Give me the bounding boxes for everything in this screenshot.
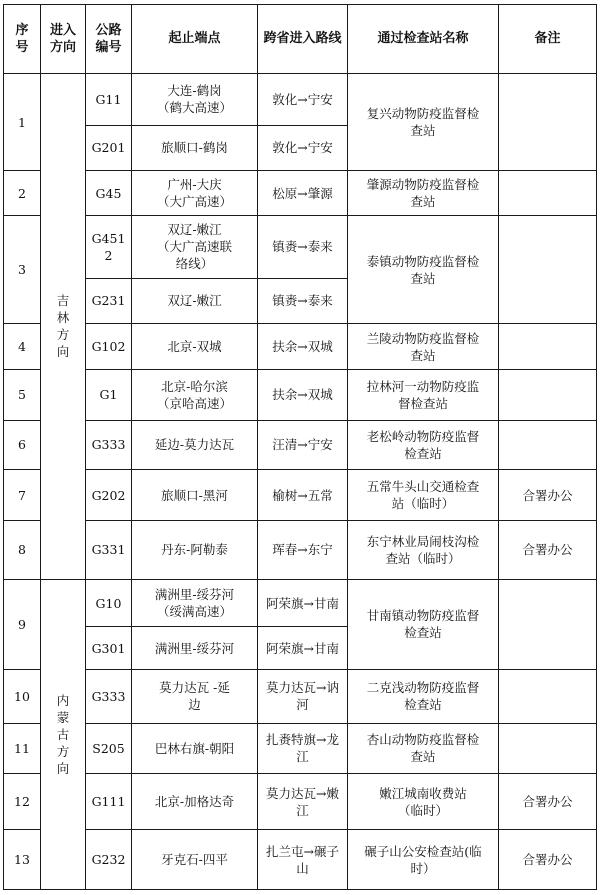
table-row <box>4 669 597 723</box>
checkpoint-table <box>3 4 597 890</box>
table-row <box>4 73 597 125</box>
entry-route: 松原→肇源 <box>258 171 348 216</box>
table-row <box>4 171 597 216</box>
header-station: 通过检查站名称 <box>348 5 499 74</box>
road-code: G201 <box>86 125 132 171</box>
endpoints: 大连-鹤岗 （鹤大高速） <box>132 73 258 125</box>
station-name: 泰镇动物防疫监督检 查站 <box>348 215 499 323</box>
road-code: G301 <box>86 627 132 670</box>
endpoints: 旅顺口-鹤岗 <box>132 125 258 171</box>
endpoints: 莫力达瓦 -延 边 <box>132 669 258 723</box>
station-name: 碾子山公安检查站(临 时） <box>348 830 499 890</box>
entry-route: 汪清→宁安 <box>258 420 348 470</box>
road-code: G231 <box>86 278 132 324</box>
station-name: 嫩江城南收费站 （临时） <box>348 774 499 830</box>
row-no: 10 <box>4 669 41 723</box>
header-road: 公路 编号 <box>86 5 132 74</box>
table-row <box>4 774 597 830</box>
row-no: 12 <box>4 774 41 830</box>
endpoints: 牙克石-四平 <box>132 830 258 890</box>
station-name: 东宁林业局闹枝沟检 查站（临时） <box>348 520 499 579</box>
row-no: 9 <box>4 579 41 669</box>
header-row <box>4 5 597 74</box>
station-name: 五常牛头山交通检查 站（临时） <box>348 470 499 521</box>
entry-route: 镇赉→泰来 <box>258 215 348 278</box>
row-no: 11 <box>4 723 41 774</box>
road-code: G10 <box>86 579 132 627</box>
table-row <box>4 723 597 774</box>
table-row <box>4 215 597 278</box>
header-remark: 备注 <box>499 5 597 74</box>
road-code: G333 <box>86 669 132 723</box>
entry-route: 榆树→五常 <box>258 470 348 521</box>
entry-route: 莫力达瓦→讷 河 <box>258 669 348 723</box>
entry-route: 扶余→双城 <box>258 369 348 420</box>
row-no: 13 <box>4 830 41 890</box>
endpoints: 旅顺口-黑河 <box>132 470 258 521</box>
header-route: 跨省进入路线 <box>258 5 348 74</box>
endpoints: 丹东-阿勒泰 <box>132 520 258 579</box>
remark: 合署办公 <box>499 520 597 579</box>
remark <box>499 723 597 774</box>
road-code: G45 <box>86 171 132 216</box>
table-row <box>4 369 597 420</box>
row-no: 4 <box>4 324 41 370</box>
table-row <box>4 520 597 579</box>
road-code: G232 <box>86 830 132 890</box>
row-no: 2 <box>4 171 41 216</box>
station-name: 杏山动物防疫监督检 查站 <box>348 723 499 774</box>
road-code: G111 <box>86 774 132 830</box>
remark <box>499 669 597 723</box>
entry-route: 阿荣旗→甘南 <box>258 579 348 627</box>
entry-route: 扎兰屯→碾子 山 <box>258 830 348 890</box>
endpoints: 延边-莫力达瓦 <box>132 420 258 470</box>
direction-neimenggu: 内 蒙 古 方 向 <box>41 579 86 889</box>
road-code: G11 <box>86 73 132 125</box>
entry-route: 阿荣旗→甘南 <box>258 627 348 670</box>
remark <box>499 215 597 323</box>
table-row <box>4 420 597 470</box>
table-row <box>4 830 597 890</box>
endpoints: 巴林右旗-朝阳 <box>132 723 258 774</box>
endpoints: 北京-加格达奇 <box>132 774 258 830</box>
entry-route: 莫力达瓦→嫩 江 <box>258 774 348 830</box>
table-row <box>4 470 597 521</box>
endpoints: 北京-哈尔滨 （京哈高速） <box>132 369 258 420</box>
header-direction: 进入 方向 <box>41 5 86 74</box>
station-name: 复兴动物防疫监督检 查站 <box>348 73 499 170</box>
station-name: 老松岭动物防疫监督 检查站 <box>348 420 499 470</box>
remark: 合署办公 <box>499 830 597 890</box>
entry-route: 扎赉特旗→龙 江 <box>258 723 348 774</box>
remark: 合署办公 <box>499 774 597 830</box>
endpoints: 满洲里-绥芬河 <box>132 627 258 670</box>
header-endpoints: 起止端点 <box>132 5 258 74</box>
endpoints: 双辽-嫩江 <box>132 278 258 324</box>
station-name: 二克浅动物防疫监督 检查站 <box>348 669 499 723</box>
road-code: G1 <box>86 369 132 420</box>
entry-route: 敦化→宁安 <box>258 73 348 125</box>
remark <box>499 369 597 420</box>
remark <box>499 579 597 669</box>
road-code: G333 <box>86 420 132 470</box>
direction-jilin: 吉 林 方 向 <box>41 73 86 579</box>
row-no: 5 <box>4 369 41 420</box>
endpoints: 广州-大庆 （大广高速） <box>132 171 258 216</box>
road-code: G331 <box>86 520 132 579</box>
remark: 合署办公 <box>499 470 597 521</box>
station-name: 肇源动物防疫监督检 查站 <box>348 171 499 216</box>
station-name: 拉林河一动物防疫监 督检查站 <box>348 369 499 420</box>
endpoints: 满洲里-绥芬河 （绥满高速） <box>132 579 258 627</box>
entry-route: 镇赉→泰来 <box>258 278 348 324</box>
remark <box>499 73 597 170</box>
row-no: 1 <box>4 73 41 170</box>
entry-route: 珲春→东宁 <box>258 520 348 579</box>
station-name: 甘南镇动物防疫监督 检查站 <box>348 579 499 669</box>
road-code: G102 <box>86 324 132 370</box>
row-no: 7 <box>4 470 41 521</box>
station-name: 兰陵动物防疫监督检 查站 <box>348 324 499 370</box>
road-code: G451 2 <box>86 215 132 278</box>
remark <box>499 171 597 216</box>
road-code: G202 <box>86 470 132 521</box>
road-code: S205 <box>86 723 132 774</box>
remark <box>499 420 597 470</box>
row-no: 6 <box>4 420 41 470</box>
table-row <box>4 579 597 627</box>
endpoints: 北京-双城 <box>132 324 258 370</box>
endpoints: 双辽-嫩江 （大广高速联 络线） <box>132 215 258 278</box>
header-no: 序 号 <box>4 5 41 74</box>
entry-route: 敦化→宁安 <box>258 125 348 171</box>
remark <box>499 324 597 370</box>
row-no: 3 <box>4 215 41 323</box>
table-row <box>4 324 597 370</box>
row-no: 8 <box>4 520 41 579</box>
entry-route: 扶余→双城 <box>258 324 348 370</box>
